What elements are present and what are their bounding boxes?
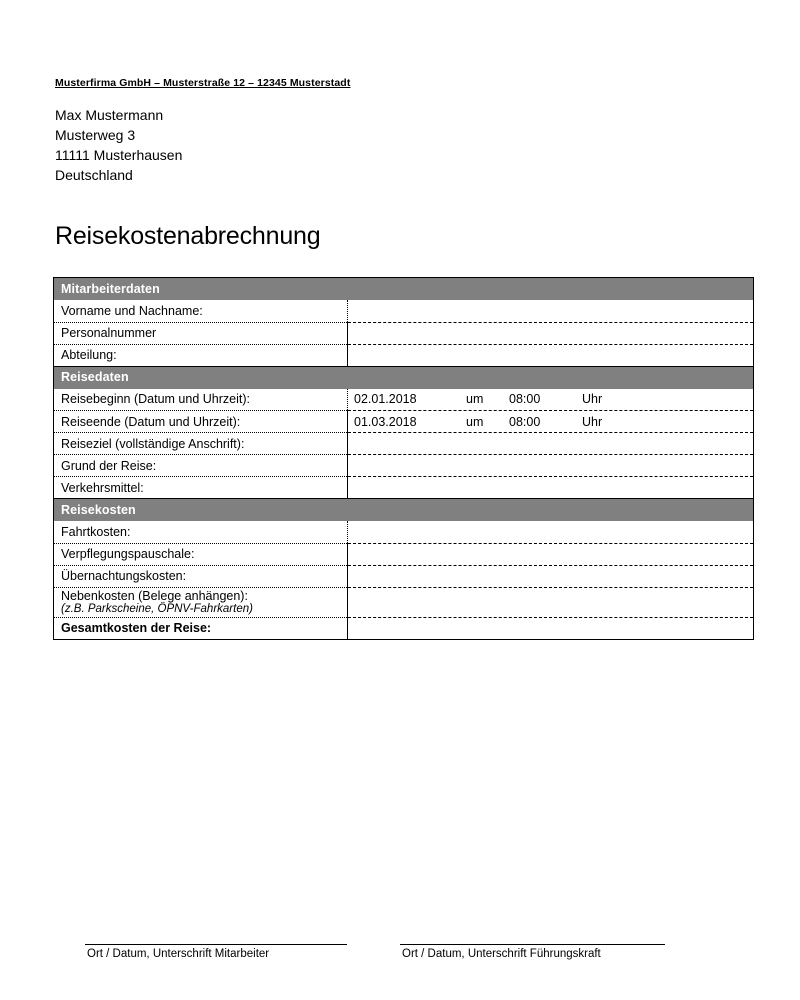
field-label-nebenkosten — [54, 587, 348, 617]
table-row — [54, 300, 754, 322]
table-row — [54, 565, 754, 587]
signature-line-manager — [400, 944, 665, 945]
field-value-grund-der-reise[interactable] — [348, 455, 754, 477]
field-label-reiseziel: Reiseziel (vollständige Anschrift): — [54, 433, 348, 455]
signature-caption-employee: Ort / Datum, Unterschrift Mitarbeiter — [87, 948, 270, 960]
field-value-verkehrsmittel[interactable] — [348, 477, 754, 499]
field-label-vorname-nachname: Vorname und Nachname: — [54, 300, 348, 322]
recipient-country: Deutschland — [55, 167, 133, 183]
field-value-reisebeginn[interactable] — [348, 389, 754, 411]
reisebeginn-time[interactable]: 08:00 — [509, 392, 541, 407]
section-header-employee-label: Mitarbeiterdaten — [54, 278, 754, 301]
field-label-abteilung: Abteilung: — [54, 344, 348, 366]
reiseende-time[interactable]: 08:00 — [509, 414, 541, 429]
signature-line-employee — [85, 944, 347, 945]
field-label-verkehrsmittel: Verkehrsmittel: — [54, 477, 348, 499]
reisebeginn-uhr-label: Uhr — [582, 392, 603, 407]
reiseende-um-label: um — [466, 414, 484, 429]
table-row — [54, 617, 754, 639]
reisebeginn-date[interactable]: 02.01.2018 — [354, 392, 417, 407]
field-label-verpflegungspauschale: Verpflegungspauschale: — [54, 543, 348, 565]
table-row — [54, 521, 754, 543]
field-label-grund-der-reise: Grund der Reise: — [54, 455, 348, 477]
field-value-gesamtkosten[interactable] — [348, 617, 754, 639]
recipient-name: Max Mustermann — [55, 107, 164, 123]
table-row — [54, 344, 754, 366]
field-value-reiseziel[interactable] — [348, 433, 754, 455]
field-value-reiseende[interactable] — [348, 411, 754, 433]
recipient-address-block — [55, 105, 182, 185]
field-value-vorname-nachname[interactable] — [348, 300, 754, 322]
field-value-fahrtkosten[interactable] — [348, 521, 754, 543]
section-header-travel-label: Reisedaten — [54, 366, 754, 389]
reiseende-uhr-label: Uhr — [582, 414, 603, 429]
field-value-uebernachtungskosten[interactable] — [348, 565, 754, 587]
reisebeginn-um-label: um — [466, 392, 484, 407]
field-label-reisebeginn: Reisebeginn (Datum und Uhrzeit): — [54, 389, 348, 411]
field-label-gesamtkosten: Gesamtkosten der Reise: — [54, 617, 348, 639]
field-value-personalnummer[interactable] — [348, 322, 754, 344]
field-value-nebenkosten[interactable] — [348, 587, 754, 617]
signature-block-employee — [85, 944, 347, 960]
table-row — [54, 455, 754, 477]
nebenkosten-main-label: Nebenkosten (Belege anhängen): — [61, 588, 248, 603]
table-row — [54, 543, 754, 565]
page-title: Reisekostenabrechnung — [55, 222, 321, 250]
section-header-employee — [54, 278, 754, 301]
table-row — [54, 477, 754, 499]
table-row — [54, 322, 754, 344]
sender-address-line: Musterfirma GmbH – Musterstraße 12 – 12345 Musterstadt — [55, 77, 351, 89]
signature-block-manager — [400, 944, 665, 960]
section-header-costs-label: Reisekosten — [54, 499, 754, 522]
section-header-costs — [54, 499, 754, 522]
field-label-personalnummer: Personalnummer — [54, 322, 348, 344]
table-row — [54, 587, 754, 617]
table-row — [54, 411, 754, 433]
expense-form-table — [53, 277, 754, 640]
section-header-travel — [54, 366, 754, 389]
recipient-city: 11111 Musterhausen — [55, 147, 183, 163]
table-row — [54, 389, 754, 411]
field-label-reiseende: Reiseende (Datum und Uhrzeit): — [54, 411, 348, 433]
table-row — [54, 433, 754, 455]
nebenkosten-example-note: (z.B. Parkscheine, ÖPNV-Fahrkarten) — [61, 602, 253, 615]
field-label-uebernachtungskosten: Übernachtungskosten: — [54, 565, 348, 587]
recipient-street: Musterweg 3 — [55, 127, 136, 143]
field-label-fahrtkosten: Fahrtkosten: — [54, 521, 348, 543]
field-value-abteilung[interactable] — [348, 344, 754, 366]
reiseende-date[interactable]: 01.03.2018 — [354, 414, 417, 429]
signature-caption-manager: Ort / Datum, Unterschrift Führungskraft — [402, 948, 601, 960]
field-value-verpflegungspauschale[interactable] — [348, 543, 754, 565]
